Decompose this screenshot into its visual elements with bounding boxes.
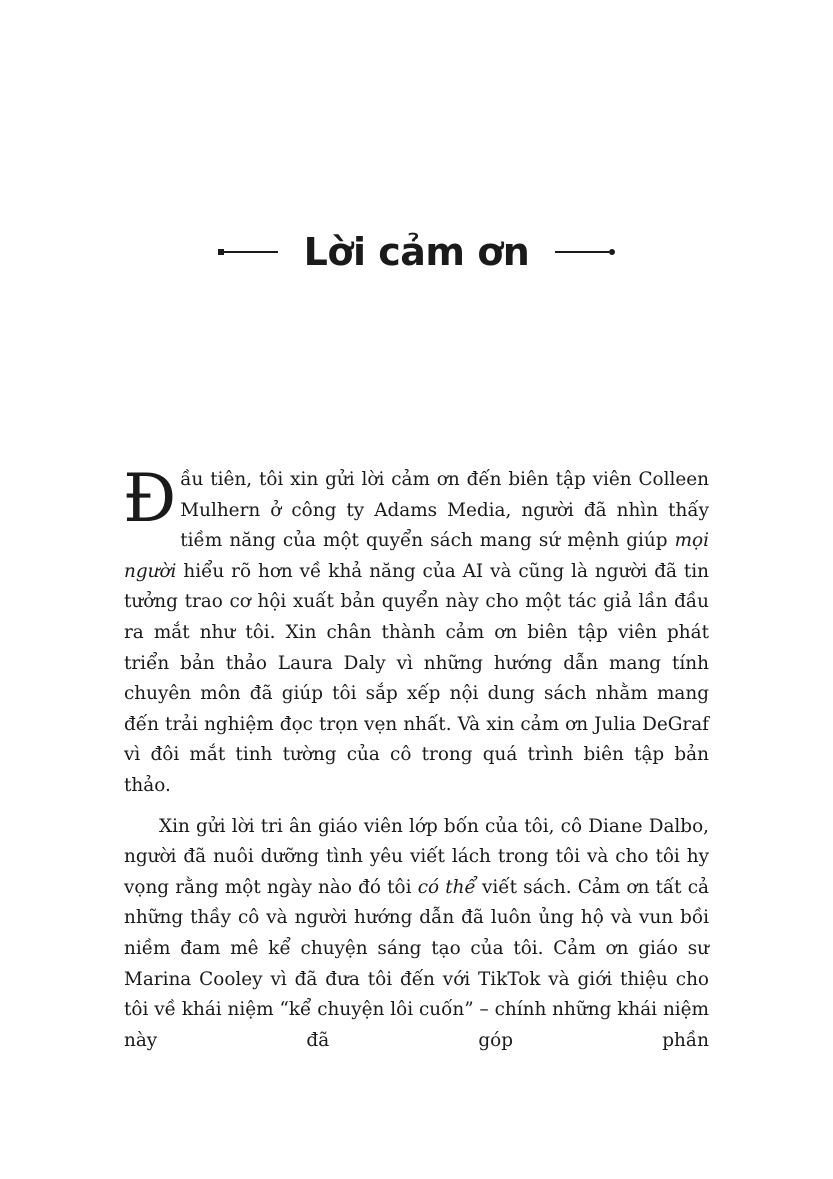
ornament-line xyxy=(224,251,278,253)
paragraph-2-text-a: Xin gửi lời tri ân giáo viên lớp bốn của tôi, cô Diane Dalbo, người đã nuôi dưỡng tình yêu viết lách trong tôi và cho tôi hy vọng rằng một ngày nào đó tôi xyxy=(124,815,709,898)
heading-ornament-right xyxy=(555,249,615,255)
page-title: Lời cảm ơn xyxy=(303,230,530,274)
paragraph-1 xyxy=(123,460,709,802)
chapter-heading xyxy=(0,222,833,282)
ornament-line xyxy=(555,251,609,253)
ornament-dot-icon xyxy=(609,249,615,255)
paragraph-1-emphasis: mọi người xyxy=(124,530,709,582)
heading-ornament-left xyxy=(218,249,278,255)
paragraph-1-text-b: hiểu rõ hơn về khả năng của AI và cũng là người đã tin tưởng trao cơ hội xuất bản quyển này cho một tác giả lần đầu ra mắt như tôi. Xin chân thành cảm ơn biên tập viên phát triển bản thảo Laura Daly vì những hướng dẫn mang tính chuyên môn đã giúp tôi sắp xếp nội dung sách nhằm mang đến trải nghiệm đọc trọn vẹn nhất. Và xin cảm ơn Julia DeGraf vì đôi mắt tinh tường của cô trong quá trình biên tập bản thảo. xyxy=(124,560,709,796)
paragraph-2-emphasis: có thể xyxy=(417,876,476,898)
paragraph-2 xyxy=(124,812,709,1057)
body-text xyxy=(123,460,709,1056)
drop-cap: Đ xyxy=(123,460,177,537)
paragraph-1-text-a: ầu tiên, tôi xin gửi lời cảm ơn đến biên tập viên Colleen Mulhern ở công ty Adams Media, người đã nhìn thấy tiềm năng của một quyển sách mang sứ mệnh giúp xyxy=(180,469,709,552)
paragraph-2-text-b: viết sách. Cảm ơn tất cả những thầy cô và người hướng dẫn đã luôn ủng hộ và vun bồi niềm đam mê kể chuyện sáng tạo của tôi. Cảm ơn giáo sư Marina Cooley vì đã đưa tôi đến với TikTok và giới thiệu cho tôi về khái niệm “kể chuyện lôi cuốn” – chính những khái niệm này đã góp phần xyxy=(124,876,709,1051)
